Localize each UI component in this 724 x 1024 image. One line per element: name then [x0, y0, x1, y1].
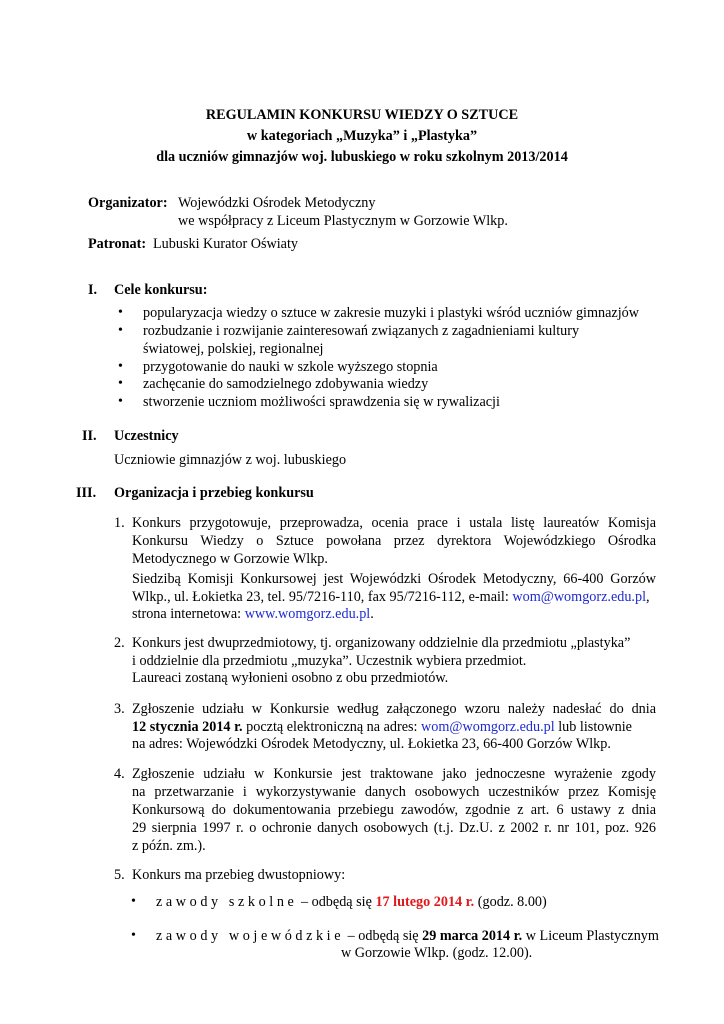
item-1-line: Metodycznego w Gorzowie Wlkp. [132, 551, 328, 567]
item-1-line: Konkurs przygotowuje, przeprowadza, ocenia prace i ustala listę laureatów Komisja [132, 515, 656, 531]
item-4-line: Zgłoszenie udziału w Konkursie jest traktowane jako jednoczesne wyrażenie zgody [132, 766, 656, 782]
list-item: • stworzenie uczniom możliwości sprawdzenia się w rywalizacji [143, 394, 500, 411]
item-4-number: 4. [114, 766, 125, 782]
item-2-line: i oddzielnie dla przedmiotu „muzyka”. Uczestnik wybiera przedmiot. [132, 653, 527, 669]
stage-school-label: zawody szkolne [156, 894, 298, 910]
section-2-text: Uczniowie gimnazjów z woj. lubuskiego [114, 452, 347, 468]
item-4-line: na przetwarzanie i wykorzystywanie danych osobowych uczestników przez Komisję [132, 784, 656, 800]
section-1-number: I. [88, 282, 98, 298]
item-2-number: 2. [114, 635, 125, 651]
item-3-text: pocztą elektroniczną na adres: [242, 719, 422, 735]
item-4-line: 29 sierpnia 1997 r. o ochronie danych osobowych (t.j. Dz.U. z 2002 r. nr 101, poz. 926 [132, 820, 656, 836]
stage-regional-date: 29 marca 2014 r. [422, 928, 523, 944]
item-2-line: Laureaci zostaną wyłonieni osobno z obu przedmiotów. [132, 670, 449, 686]
patronage-label: Patronat: [88, 236, 147, 252]
section-3-title: Organizacja i przebieg konkursu [114, 485, 314, 501]
email-link[interactable]: wom@womgorz.edu.pl [512, 589, 647, 605]
stage-regional-place: w Liceum Plastycznym [522, 928, 659, 944]
doc-subtitle: w kategoriach „Muzyka” i „Plastyka” [246, 128, 478, 144]
item-4-line: Konkursową do dokumentowania przebiegu zawodów, zgodnie z art. 6 ustawy z dnia [132, 802, 656, 818]
item-3-line: Zgłoszenie udziału w Konkursie według załączonego wzoru należy nadesłać do dnia [132, 701, 656, 717]
stage-school [156, 894, 547, 911]
stage-school-time: (godz. 8.00) [474, 894, 547, 910]
organizer-value: Wojewódzki Ośrodek Metodyczny [178, 195, 376, 211]
stage-school-date: 17 lutego 2014 r. [375, 894, 475, 910]
doc-subtitle-2: dla uczniów gimnazjów woj. lubuskiego w roku szkolnym 2013/2014 [156, 149, 568, 165]
list-item: • przygotowanie do nauki w szkole wyższego stopnia [143, 359, 438, 376]
section-2-title: Uczestnicy [114, 428, 179, 444]
item-1-number: 1. [114, 515, 125, 531]
item-1-website [132, 606, 374, 623]
item-5-number: 5. [114, 867, 125, 883]
organizer-label: Organizator: [88, 195, 168, 211]
email-link[interactable]: wom@womgorz.edu.pl [421, 719, 555, 735]
patronage-value: Lubuski Kurator Oświaty [153, 236, 299, 252]
item-3-line: na adres: Wojewódzki Ośrodek Metodyczny, ul. Łokietka 23, 66-400 Gorzów Wlkp. [132, 736, 611, 752]
item-3-number: 3. [114, 701, 125, 717]
item-1-website-end: . [370, 606, 374, 622]
item-5-line: Konkurs ma przebieg dwustopniowy: [132, 867, 346, 883]
stage-school-text: – odbędą się [297, 894, 376, 910]
item-2-line: Konkurs jest dwuprzedmiotowy, tj. organizowany oddzielnie dla przedmiotu „plastyka” [132, 635, 631, 651]
item-4-line: z późn. zm.). [132, 838, 206, 854]
list-item-continuation: światowej, polskiej, regionalnej [143, 341, 324, 357]
stage-regional-label: zawody wojewódzkie [156, 928, 345, 944]
item-1-line: Konkursu Wiedzy o Sztuce powołana przez dyrektora Wojewódzkiego Ośrodka [132, 533, 656, 549]
item-3-deadline [132, 719, 632, 736]
deadline-date: 12 stycznia 2014 r. [132, 719, 243, 735]
doc-title: REGULAMIN KONKURSU WIEDZY O SZTUCE [205, 107, 519, 123]
organizer-value-2: we współpracy z Liceum Plastycznym w Gorzowie Wlkp. [178, 213, 508, 229]
stage-regional [156, 928, 659, 945]
list-item: • rozbudzanie i rozwijanie zainteresowań związanych z zagadnieniami kultury [143, 323, 579, 340]
section-1-title: Cele konkursu: [114, 282, 208, 298]
stage-regional-line-2: w Gorzowie Wlkp. (godz. 12.00). [341, 945, 533, 961]
item-1-line: Siedzibą Komisji Konkursowej jest Wojewódzki Ośrodek Metodyczny, 66-400 Gorzów [132, 571, 656, 587]
section-3-number: III. [76, 485, 97, 501]
stage-regional-text: – odbędą się [344, 928, 423, 944]
item-1-contact-text: Wlkp., ul. Łokietka 23, tel. 95/7216-110, fax 95/7216-112, e-mail: [132, 589, 513, 605]
website-link[interactable]: www.womgorz.edu.pl [244, 606, 371, 622]
section-2-number: II. [82, 428, 97, 444]
item-1-contact-end: , [646, 589, 650, 605]
item-1-website-text: strona internetowa: [132, 606, 245, 622]
list-item: • popularyzacja wiedzy o sztuce w zakresie muzyki i plastyki wśród uczniów gimnazjów [143, 305, 639, 322]
list-item: • zachęcanie do samodzielnego zdobywania wiedzy [143, 376, 428, 393]
item-3-text-end: lub listownie [554, 719, 632, 735]
item-1-contact [132, 589, 650, 606]
